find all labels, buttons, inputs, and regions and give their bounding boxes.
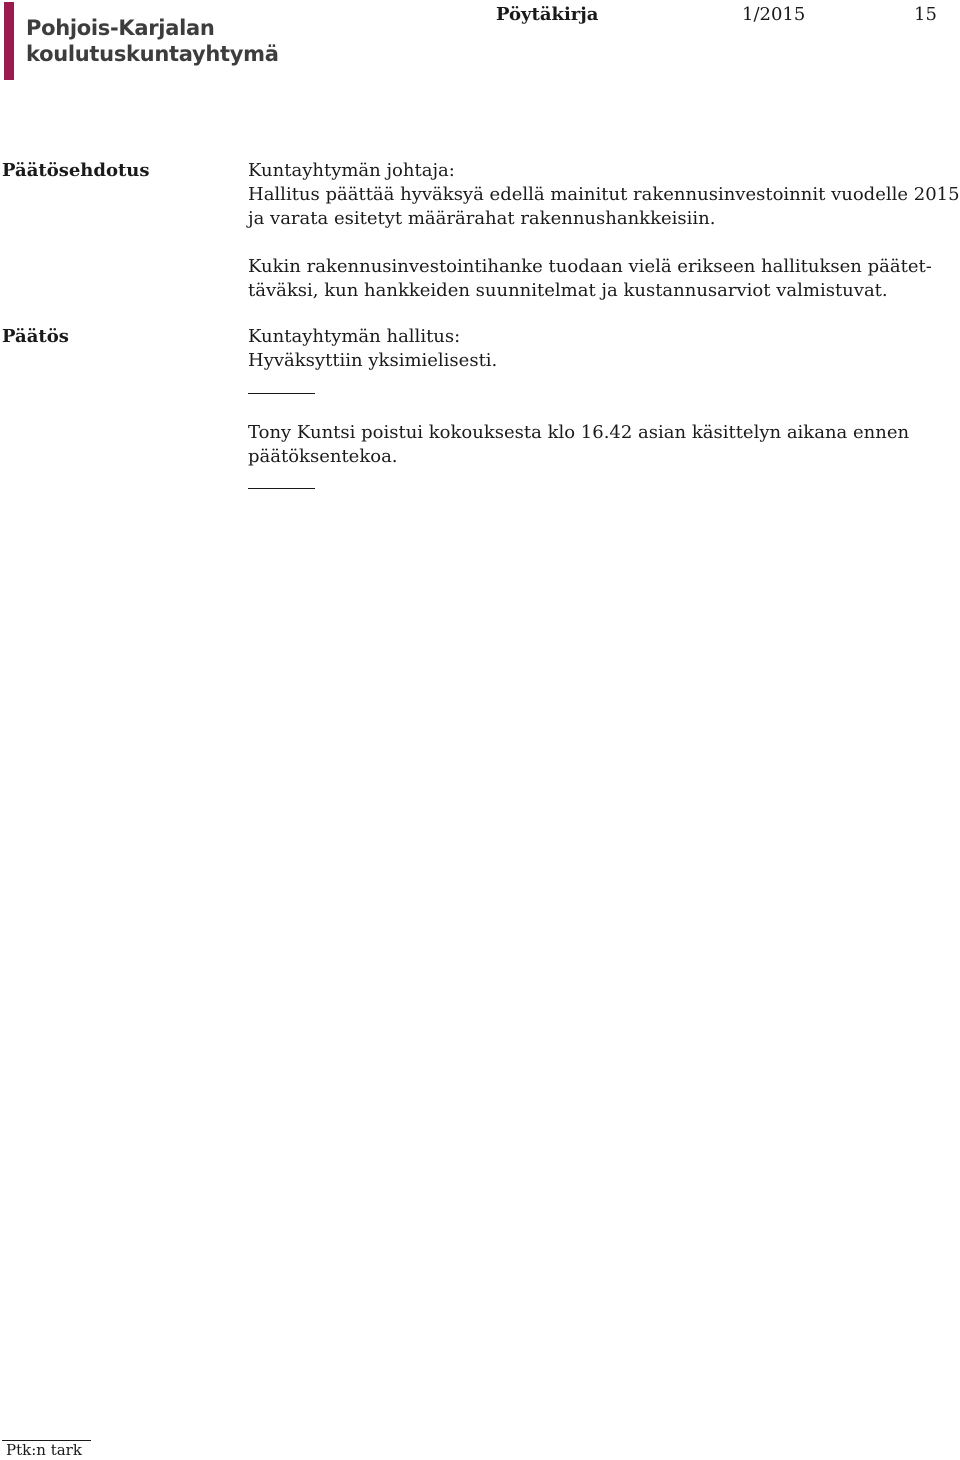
paatos-label: Päätös	[2, 326, 69, 347]
text-line: täväksi, kun hankkeiden suunnitelmat ja kustannusarviot valmistuvat.	[248, 280, 888, 301]
text-line: Kuntayhtymän hallitus:	[248, 326, 461, 347]
text-line: Kuntayhtymän johtaja:	[248, 160, 455, 181]
separator-line	[248, 488, 315, 489]
page-number: 15	[914, 4, 937, 25]
logo-text-line1: Pohjois-Karjalan	[26, 16, 215, 40]
paatos-text	[248, 325, 960, 373]
paatosehdotus-text	[248, 159, 960, 231]
text-line: Hallitus päättää hyväksyä edellä mainitut rakennusinvestoinnit vuodelle 2015	[248, 184, 960, 205]
organization-logo	[4, 2, 304, 82]
text-line: Tony Kuntsi poistui kokouksesta klo 16.42 asian käsittelyn aikana ennen	[248, 422, 910, 443]
document-number: 1/2015	[742, 4, 806, 25]
logo-text-line2: koulutuskuntayhtymä	[26, 42, 279, 66]
logo-bar	[4, 2, 14, 80]
document-title: Pöytäkirja	[496, 4, 599, 25]
text-line: ja varata esitetyt määrärahat rakennushankkeisiin.	[248, 208, 716, 229]
text-line: Hyväksyttiin yksimielisesti.	[248, 350, 498, 371]
text-line: Kukin rakennusinvestointihanke tuodaan vielä erikseen hallituksen päätet-	[248, 256, 932, 277]
text-line: päätöksentekoa.	[248, 446, 398, 467]
paatosehdotus-paragraph-2	[248, 255, 960, 303]
paatosehdotus-label: Päätösehdotus	[2, 160, 150, 181]
footer-initials-label: Ptk:n tark	[6, 1441, 82, 1459]
meeting-note	[248, 421, 960, 469]
separator-line	[248, 393, 315, 394]
